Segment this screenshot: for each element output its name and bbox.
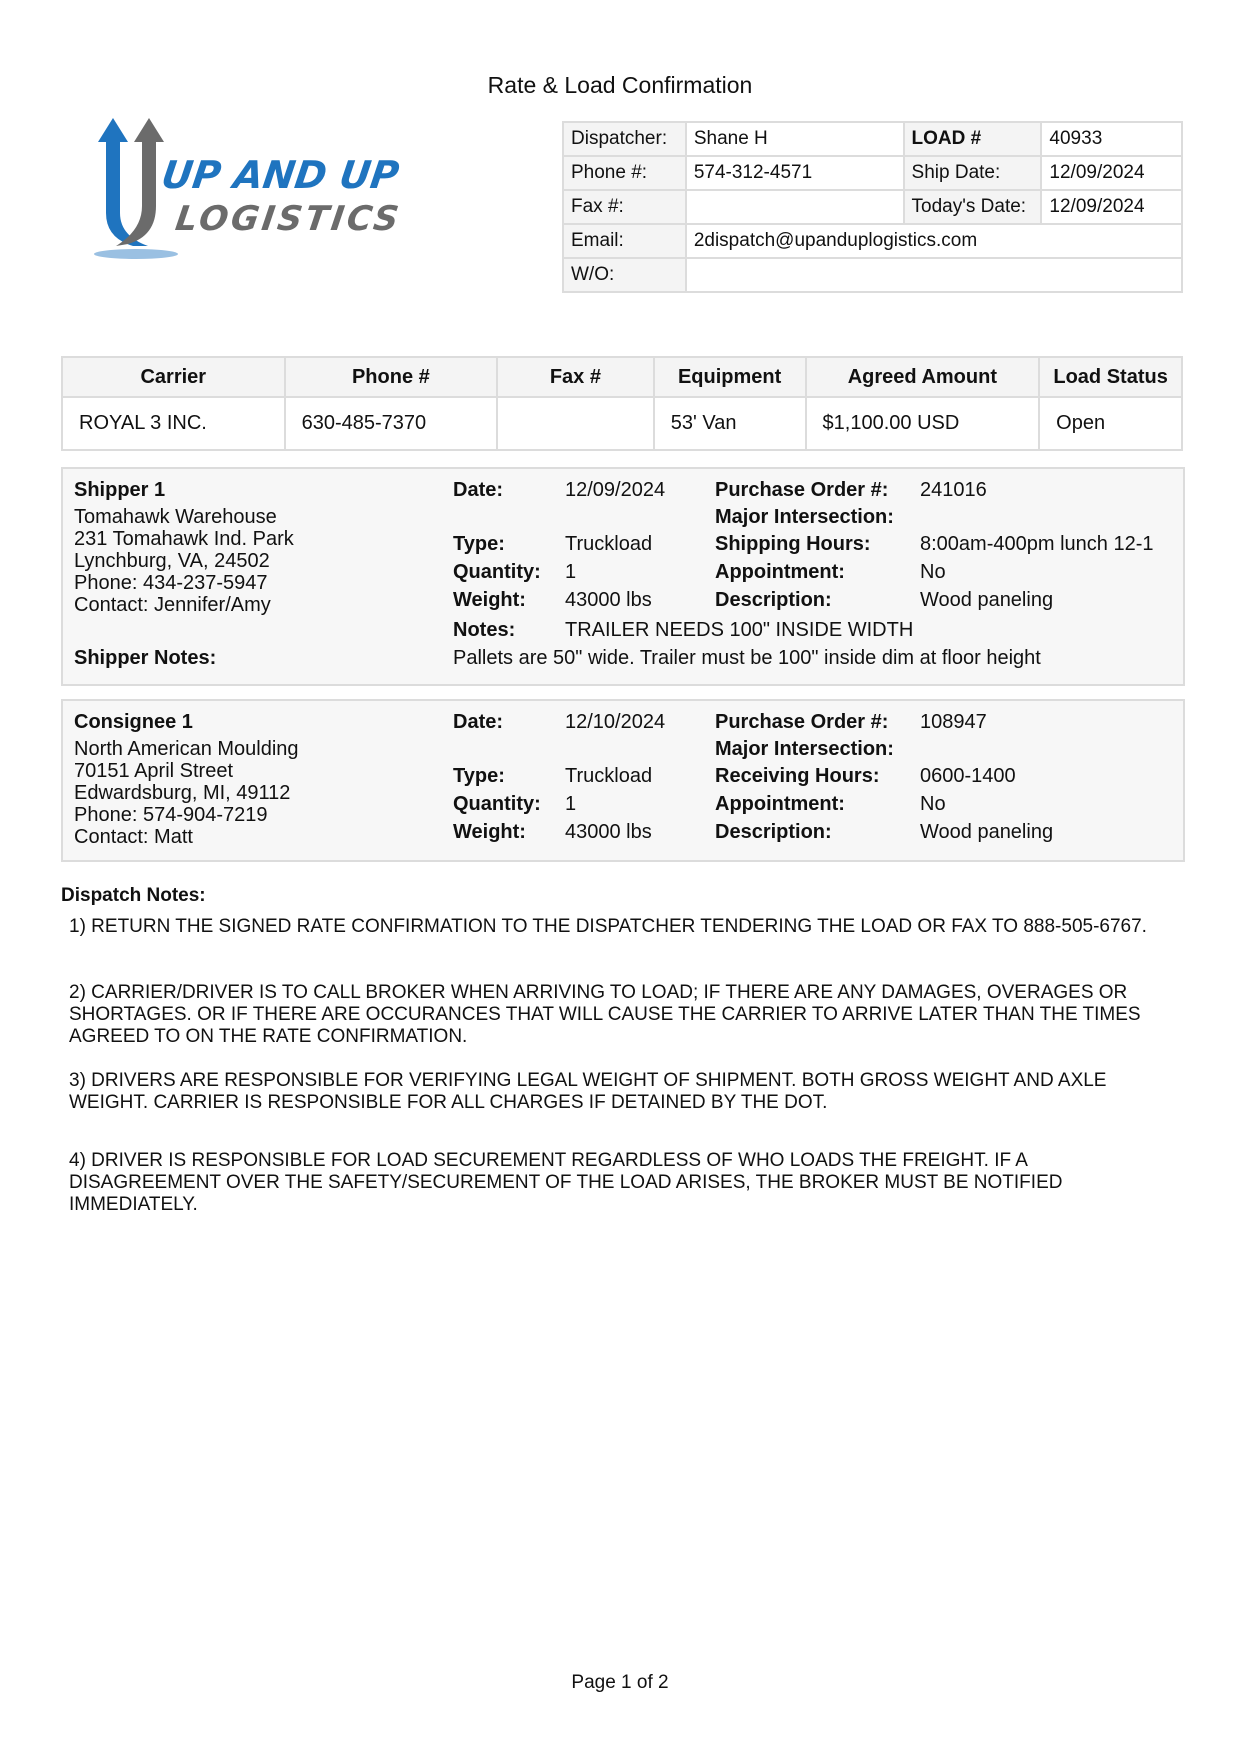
ship-date-label: Ship Date: [904,156,1042,190]
page-number: Page 1 of 2 [571,1672,669,1693]
wo-value [686,258,1182,292]
address-line: Contact: Matt [74,826,193,848]
address-line: Contact: Jennifer/Amy [74,594,271,616]
description-value: Wood paneling [920,821,1054,843]
carrier-table [61,356,1183,451]
ship-date-value: 12/09/2024 [1041,156,1182,190]
carrier-phone: 630-485-7370 [285,397,498,450]
fax-label: Fax #: [563,190,686,224]
column-header: Agreed Amount [806,357,1040,397]
column-header: Equipment [654,357,806,397]
dispatch-note-item: 2) CARRIER/DRIVER IS TO CALL BROKER WHEN ARRIVING TO LOAD; IF THERE ARE ANY DAMAGES, OVERAGES OR SHORTAGES. OR IF THERE ARE OCCURANCES THAT WILL CAUSE THE CARRIER TO ARRIVE LATER THAN THE TIMES AGREED TO ON THE RATE CONFIRMATION. [69,982,1141,1047]
fax-value [686,190,904,224]
consignee-section [61,699,1185,862]
date-label: Date: [453,479,504,501]
wo-label: W/O: [563,258,686,292]
load-number-value: 40933 [1041,122,1182,156]
table-row [62,397,1182,450]
shipper-title: Shipper 1 [74,479,166,501]
address-line: 70151 April Street [74,760,233,782]
address-line: North American Moulding [74,738,299,760]
logo-line1: UP AND UP [158,154,402,198]
address-line: Lynchburg, VA, 24502 [74,550,270,572]
appointment-value: No [920,561,946,583]
notes-label: Notes: [453,619,516,641]
description-label: Description: [715,589,832,611]
major-intersection-label: Major Intersection: [715,738,894,760]
purchase-order-value: 108947 [920,711,987,733]
date-label: Date: [453,711,504,733]
column-header: Phone # [285,357,498,397]
type-label: Type: [453,533,505,555]
receiving-hours-value: 0600-1400 [920,765,1016,787]
purchase-order-label: Purchase Order #: [715,479,889,501]
shipping-hours-label: Shipping Hours: [715,533,871,555]
address-line: Tomahawk Warehouse [74,506,277,528]
shipper-address [74,506,294,616]
carrier-fax [497,397,654,450]
address-line: 231 Tomahawk Ind. Park [74,528,294,550]
dispatch-notes-title: Dispatch Notes: [61,885,206,906]
weight-value: 43000 lbs [565,821,652,843]
consignee-address [74,738,299,848]
phone-value: 574-312-4571 [686,156,904,190]
load-number-label: LOAD # [904,122,1042,156]
column-header: Load Status [1039,357,1182,397]
quantity-value: 1 [565,561,577,583]
shipper-notes-value: Pallets are 50" wide. Trailer must be 100" inside dim at floor height [453,647,1041,669]
type-value: Truckload [565,765,653,787]
email-label: Email: [563,224,686,258]
dispatch-note-item: 4) DRIVER IS RESPONSIBLE FOR LOAD SECUREMENT REGARDLESS OF WHO LOADS THE FREIGHT. IF A DISAGREEMENT OVER THE SAFETY/SECUREMENT OF THE LOAD ARISES, THE BROKER MUST BE NOTIFIED IMMEDIATELY. [69,1150,1063,1215]
carrier-equipment: 53' Van [654,397,806,450]
dispatch-note-item: 1) RETURN THE SIGNED RATE CONFIRMATION TO THE DISPATCHER TENDERING THE LOAD OR FAX TO 888-505-6767. [69,916,1147,937]
major-intersection-label: Major Intersection: [715,506,894,528]
dispatch-note-item: 3) DRIVERS ARE RESPONSIBLE FOR VERIFYING LEGAL WEIGHT OF SHIPMENT. BOTH GROSS WEIGHT AND AXLE WEIGHT. CARRIER IS RESPONSIBLE FOR ALL CHARGES IF DETAINED BY THE DOT. [69,1070,1107,1113]
todays-date-label: Today's Date: [904,190,1042,224]
column-header: Fax # [497,357,654,397]
carrier-load-status: Open [1039,397,1182,450]
column-header: Carrier [62,357,285,397]
description-label: Description: [715,821,832,843]
shipper-section [61,467,1185,686]
appointment-value: No [920,793,946,815]
logo-line2: LOGISTICS [173,199,405,239]
type-label: Type: [453,765,505,787]
receiving-hours-label: Receiving Hours: [715,765,880,787]
todays-date-value: 12/09/2024 [1041,190,1182,224]
appointment-label: Appointment: [715,793,845,815]
carrier-agreed-amount: $1,100.00 USD [806,397,1040,450]
address-line: Edwardsburg, MI, 49112 [74,782,291,804]
email-value: 2dispatch@upanduplogistics.com [686,224,1182,258]
document-title: Rate & Load Confirmation [487,72,753,98]
weight-label: Weight: [453,589,526,611]
type-value: Truckload [565,533,653,555]
company-logo [58,118,458,268]
quantity-label: Quantity: [453,793,541,815]
date-value: 12/09/2024 [565,479,666,501]
appointment-label: Appointment: [715,561,845,583]
dispatch-info-table [562,121,1183,293]
notes-value: TRAILER NEEDS 100" INSIDE WIDTH [565,619,914,641]
weight-label: Weight: [453,821,526,843]
phone-label: Phone #: [563,156,686,190]
consignee-title: Consignee 1 [74,711,193,733]
address-line: Phone: 574-904-7219 [74,804,268,826]
quantity-label: Quantity: [453,561,541,583]
dispatcher-label: Dispatcher: [563,122,686,156]
shipper-notes-label: Shipper Notes: [74,647,217,669]
dispatcher-value: Shane H [686,122,904,156]
date-value: 12/10/2024 [565,711,666,733]
address-line: Phone: 434-237-5947 [74,572,268,594]
purchase-order-value: 241016 [920,479,987,501]
quantity-value: 1 [565,793,577,815]
shipping-hours-value: 8:00am-400pm lunch 12-1 [920,533,1154,555]
carrier-name: ROYAL 3 INC. [62,397,285,450]
description-value: Wood paneling [920,589,1054,611]
purchase-order-label: Purchase Order #: [715,711,889,733]
weight-value: 43000 lbs [565,589,652,611]
carrier-table-header [62,357,1182,397]
